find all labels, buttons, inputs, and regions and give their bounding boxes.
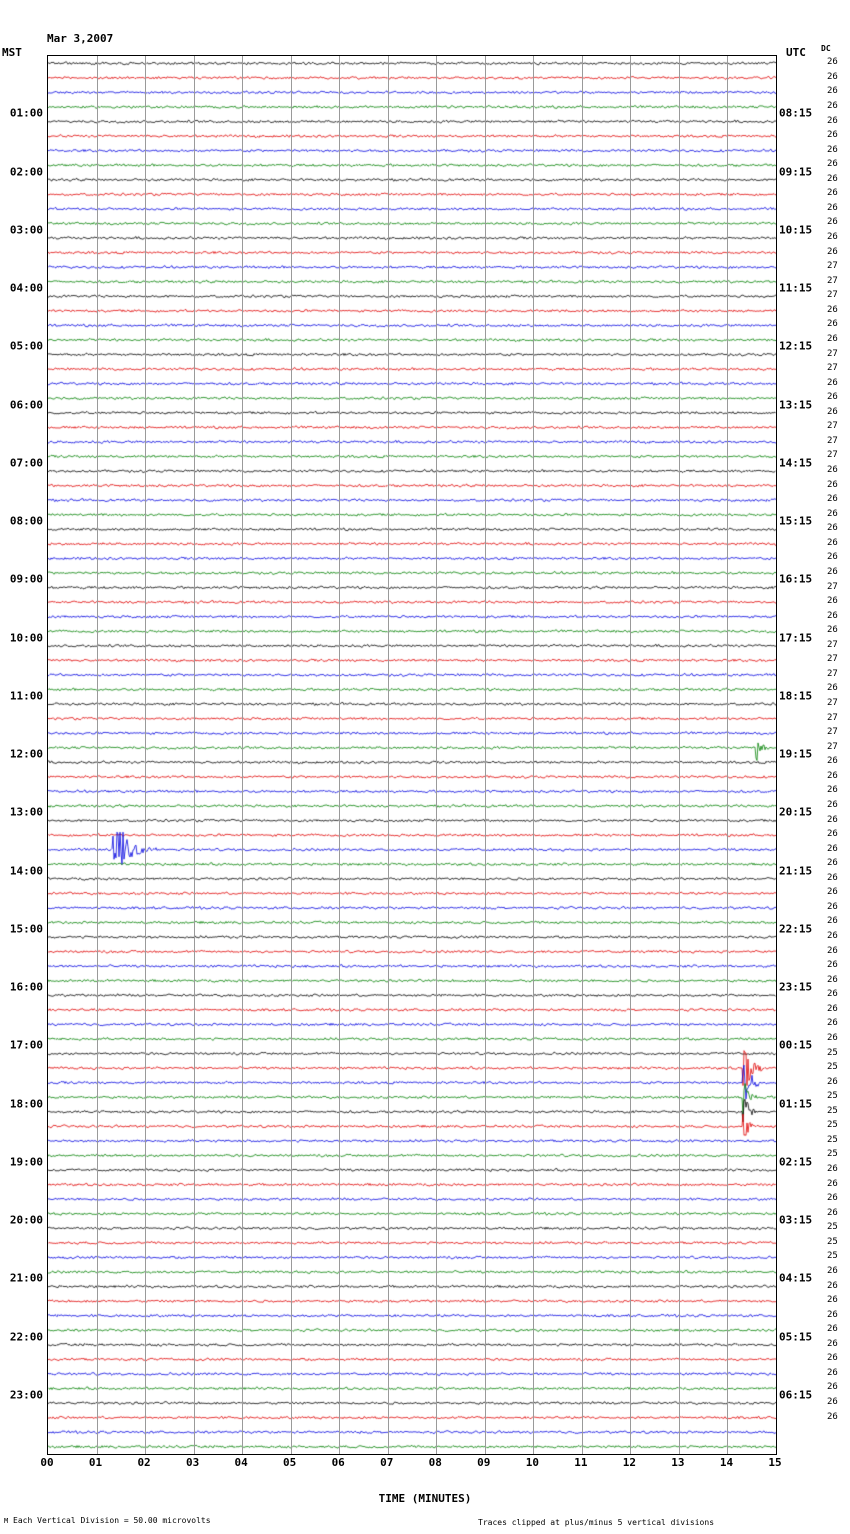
left-hour-label: 12:00 <box>9 747 43 761</box>
right-axis-label: UTC <box>786 46 806 59</box>
grid-line <box>194 56 195 1454</box>
left-hour-label: 22:00 <box>9 1330 43 1343</box>
grid-line <box>145 56 146 1454</box>
right-hour-label: 22:15 <box>779 922 813 936</box>
dc-value: 26 <box>827 1076 838 1087</box>
dc-value: 26 <box>827 465 838 476</box>
dc-value: 26 <box>827 159 838 170</box>
dc-value: 26 <box>827 523 838 534</box>
grid-line <box>97 56 98 1454</box>
dc-value: 26 <box>827 799 838 810</box>
dc-value: 26 <box>827 86 838 97</box>
dc-value-column <box>827 55 849 1455</box>
left-time-axis <box>0 55 45 1455</box>
grid-line <box>436 56 437 1454</box>
dc-value: 26 <box>827 785 838 796</box>
dc-value: 26 <box>827 1338 838 1349</box>
left-hour-label: 09:00 <box>9 572 43 586</box>
dc-value: 27 <box>827 727 838 738</box>
dc-value: 26 <box>827 71 838 82</box>
right-hour-label: 14:15 <box>779 456 813 470</box>
x-axis-title: TIME (MINUTES) <box>378 1492 472 1505</box>
dc-value: 26 <box>827 960 838 971</box>
dc-value: 26 <box>827 945 838 956</box>
right-hour-label: 19:15 <box>779 747 813 761</box>
x-tick-label: 02 <box>137 1456 151 1469</box>
left-hour-label: 06:00 <box>9 398 43 411</box>
left-hour-label: 11:00 <box>9 689 43 703</box>
dc-value: 26 <box>827 57 838 68</box>
dc-value: 26 <box>827 246 838 257</box>
scale-note-text: Each Vertical Division = 50.00 microvolts <box>13 1516 211 1525</box>
dc-value: 27 <box>827 290 838 301</box>
x-tick-label: 15 <box>768 1456 782 1469</box>
dc-value: 26 <box>827 843 838 854</box>
dc-value: 26 <box>827 1324 838 1335</box>
dc-value: 25 <box>827 1149 838 1160</box>
dc-value: 26 <box>827 144 838 155</box>
dc-value: 26 <box>827 494 838 505</box>
x-tick-label: 05 <box>283 1456 297 1469</box>
right-hour-label: 01:15 <box>779 1097 813 1110</box>
grid-line <box>679 56 680 1454</box>
x-tick-label: 09 <box>477 1456 491 1469</box>
dc-value: 25 <box>827 1251 838 1262</box>
x-tick-label: 12 <box>622 1456 637 1469</box>
x-tick-label: 03 <box>185 1456 200 1469</box>
dc-value: 25 <box>827 1222 838 1233</box>
grid-line <box>630 56 631 1454</box>
dc-value: 26 <box>827 188 838 199</box>
dc-column-label: DC <box>821 44 831 53</box>
dc-value: 27 <box>827 698 838 709</box>
dc-value: 27 <box>827 741 838 752</box>
dc-value: 26 <box>827 1295 838 1306</box>
right-hour-label: 18:15 <box>779 689 813 703</box>
left-hour-label: 10:00 <box>9 631 43 644</box>
dc-value: 27 <box>827 668 838 679</box>
left-hour-label: 17:00 <box>9 1038 43 1052</box>
dc-value: 26 <box>827 1367 838 1378</box>
right-hour-label: 11:15 <box>779 281 813 295</box>
dc-value: 26 <box>827 1265 838 1276</box>
dc-value: 26 <box>827 552 838 563</box>
x-tick-label: 07 <box>380 1456 394 1469</box>
dc-value: 26 <box>827 974 838 985</box>
dc-value: 26 <box>827 1397 838 1408</box>
dc-value: 26 <box>827 756 838 767</box>
dc-value: 26 <box>827 596 838 607</box>
x-tick-label: 14 <box>719 1456 734 1469</box>
dc-value: 25 <box>827 1134 838 1145</box>
right-hour-label: 04:15 <box>779 1271 813 1285</box>
left-axis-label: MST <box>2 46 22 59</box>
scale-note: M Each Vertical Division = 50.00 microvolts <box>4 1516 211 1525</box>
dc-value: 26 <box>827 566 838 577</box>
dc-value: 26 <box>827 770 838 781</box>
dc-value: 26 <box>827 989 838 1000</box>
right-hour-label: 15:15 <box>779 514 813 528</box>
left-hour-label: 02:00 <box>9 165 43 178</box>
x-axis-ticks <box>40 1456 782 1470</box>
dc-value: 26 <box>827 872 838 883</box>
dc-value: 26 <box>827 479 838 490</box>
dc-value: 26 <box>827 1382 838 1393</box>
dc-value: 26 <box>827 232 838 243</box>
x-tick-label: 11 <box>574 1456 588 1469</box>
left-hour-label: 15:00 <box>9 922 43 936</box>
dc-value: 27 <box>827 639 838 650</box>
grid-lines <box>48 56 776 1454</box>
left-hour-label: 18:00 <box>9 1097 43 1110</box>
dc-value: 27 <box>827 435 838 446</box>
grid-line <box>533 56 534 1454</box>
right-hour-label: 23:15 <box>779 980 813 994</box>
dc-value: 25 <box>827 1120 838 1131</box>
right-hour-label: 17:15 <box>779 631 813 644</box>
dc-value: 27 <box>827 421 838 432</box>
dc-value: 26 <box>827 217 838 228</box>
right-hour-label: 05:15 <box>779 1330 813 1343</box>
dc-value: 26 <box>827 1032 838 1043</box>
dc-value: 26 <box>827 1003 838 1014</box>
grid-line <box>727 56 728 1454</box>
left-hour-label: 23:00 <box>9 1388 43 1402</box>
x-tick-label: 00 <box>40 1456 54 1469</box>
left-hour-label: 16:00 <box>9 980 43 994</box>
dc-value: 26 <box>827 1207 838 1218</box>
dc-value: 26 <box>827 377 838 388</box>
right-time-axis <box>779 55 824 1455</box>
grid-line <box>242 56 243 1454</box>
left-hour-label: 03:00 <box>9 223 43 237</box>
grid-line <box>339 56 340 1454</box>
dc-value: 27 <box>827 654 838 665</box>
dc-value: 26 <box>827 508 838 519</box>
dc-value: 25 <box>827 1062 838 1073</box>
dc-value: 27 <box>827 261 838 272</box>
dc-value: 26 <box>827 1309 838 1320</box>
dc-value: 26 <box>827 887 838 898</box>
dc-value: 26 <box>827 1353 838 1364</box>
dc-value: 26 <box>827 130 838 141</box>
dc-value: 26 <box>827 1018 838 1029</box>
right-hour-label: 08:15 <box>779 106 813 120</box>
dc-value: 26 <box>827 100 838 111</box>
left-hour-label: 01:00 <box>9 106 43 120</box>
dc-value: 27 <box>827 581 838 592</box>
left-hour-label: 14:00 <box>9 864 43 877</box>
dc-value: 27 <box>827 712 838 723</box>
dc-value: 26 <box>827 829 838 840</box>
grid-line <box>485 56 486 1454</box>
dc-value: 26 <box>827 115 838 126</box>
right-hour-label: 20:15 <box>779 805 813 819</box>
right-hour-label: 09:15 <box>779 165 813 178</box>
right-hour-label: 13:15 <box>779 398 813 411</box>
right-hour-label: 12:15 <box>779 339 813 353</box>
right-hour-label: 21:15 <box>779 864 813 877</box>
dc-value: 26 <box>827 333 838 344</box>
dc-value: 26 <box>827 625 838 636</box>
dc-value: 26 <box>827 392 838 403</box>
x-tick-label: 13 <box>671 1456 685 1469</box>
right-hour-label: 02:15 <box>779 1155 813 1169</box>
grid-line <box>291 56 292 1454</box>
dc-value: 26 <box>827 202 838 213</box>
right-hour-label: 06:15 <box>779 1388 813 1402</box>
left-hour-label: 07:00 <box>9 456 43 470</box>
dc-value: 26 <box>827 916 838 927</box>
left-hour-label: 13:00 <box>9 805 43 819</box>
dc-value: 25 <box>827 1091 838 1102</box>
x-tick-label: 04 <box>234 1456 248 1469</box>
dc-value: 26 <box>827 814 838 825</box>
dc-value: 26 <box>827 931 838 942</box>
clip-note: Traces clipped at plus/minus 5 vertical divisions <box>478 1518 715 1527</box>
dc-value: 26 <box>827 1164 838 1175</box>
dc-value: 26 <box>827 1280 838 1291</box>
x-tick-label: 01 <box>88 1456 103 1469</box>
right-hour-label: 03:15 <box>779 1213 813 1227</box>
left-hour-label: 19:00 <box>9 1155 43 1169</box>
grid-line <box>388 56 389 1454</box>
dc-value: 26 <box>827 319 838 330</box>
dc-value: 27 <box>827 363 838 374</box>
dc-value: 26 <box>827 406 838 417</box>
dc-value: 26 <box>827 304 838 315</box>
right-hour-label: 16:15 <box>779 572 813 586</box>
dc-value: 26 <box>827 858 838 869</box>
dc-value: 27 <box>827 450 838 461</box>
right-hour-label: 10:15 <box>779 223 813 237</box>
dc-value: 26 <box>827 1178 838 1189</box>
helicorder-plot[interactable] <box>47 55 777 1455</box>
dc-value: 25 <box>827 1236 838 1247</box>
dc-value: 25 <box>827 1105 838 1116</box>
left-hour-label: 04:00 <box>9 281 43 295</box>
right-hour-label: 00:15 <box>779 1038 813 1052</box>
dc-value: 27 <box>827 348 838 359</box>
dc-value: 26 <box>827 901 838 912</box>
left-hour-label: 08:00 <box>9 514 43 528</box>
dc-value: 27 <box>827 275 838 286</box>
dc-value: 26 <box>827 173 838 184</box>
dc-value: 25 <box>827 1047 838 1058</box>
dc-value: 26 <box>827 683 838 694</box>
grid-line <box>582 56 583 1454</box>
record-date: Mar 3,2007 <box>47 32 114 45</box>
x-tick-label: 08 <box>428 1456 442 1469</box>
left-hour-label: 21:00 <box>9 1271 43 1285</box>
x-tick-label: 06 <box>331 1456 345 1469</box>
dc-value: 26 <box>827 610 838 621</box>
dc-value: 26 <box>827 537 838 548</box>
left-hour-label: 05:00 <box>9 339 43 353</box>
left-hour-label: 20:00 <box>9 1213 43 1227</box>
dc-value: 26 <box>827 1193 838 1204</box>
dc-value: 26 <box>827 1411 838 1422</box>
x-tick-label: 10 <box>525 1456 539 1469</box>
